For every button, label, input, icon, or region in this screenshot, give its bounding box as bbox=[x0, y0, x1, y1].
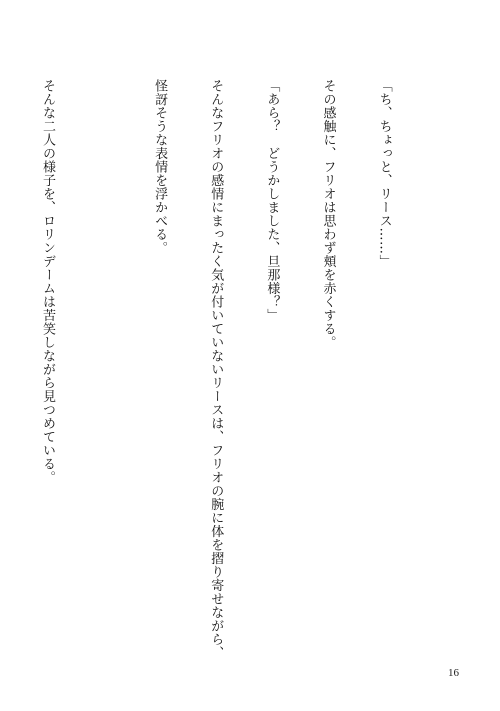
vertical-text-body bbox=[0, 79, 430, 669]
text-line: そんな二人の様子を、ロリンデームは苦笑しながら見つめている。 bbox=[39, 79, 55, 484]
text-line: 怪訝そうな表情を浮かべる。 bbox=[152, 79, 168, 255]
page-number: 16 bbox=[448, 667, 459, 679]
text-line: そんなフリオの感情にまったく気が付いていないリースは、フリオの腕に体を摺り寄せながら、 bbox=[208, 79, 224, 660]
text-line: その感触に、フリオは思わず頬を赤くする。 bbox=[320, 79, 336, 349]
text-line: 「あら？ どうかしました、旦那様？」 bbox=[264, 79, 280, 322]
blank-line bbox=[93, 79, 112, 669]
text-line: 「ち、ちょっと、リース……」 bbox=[376, 79, 392, 268]
